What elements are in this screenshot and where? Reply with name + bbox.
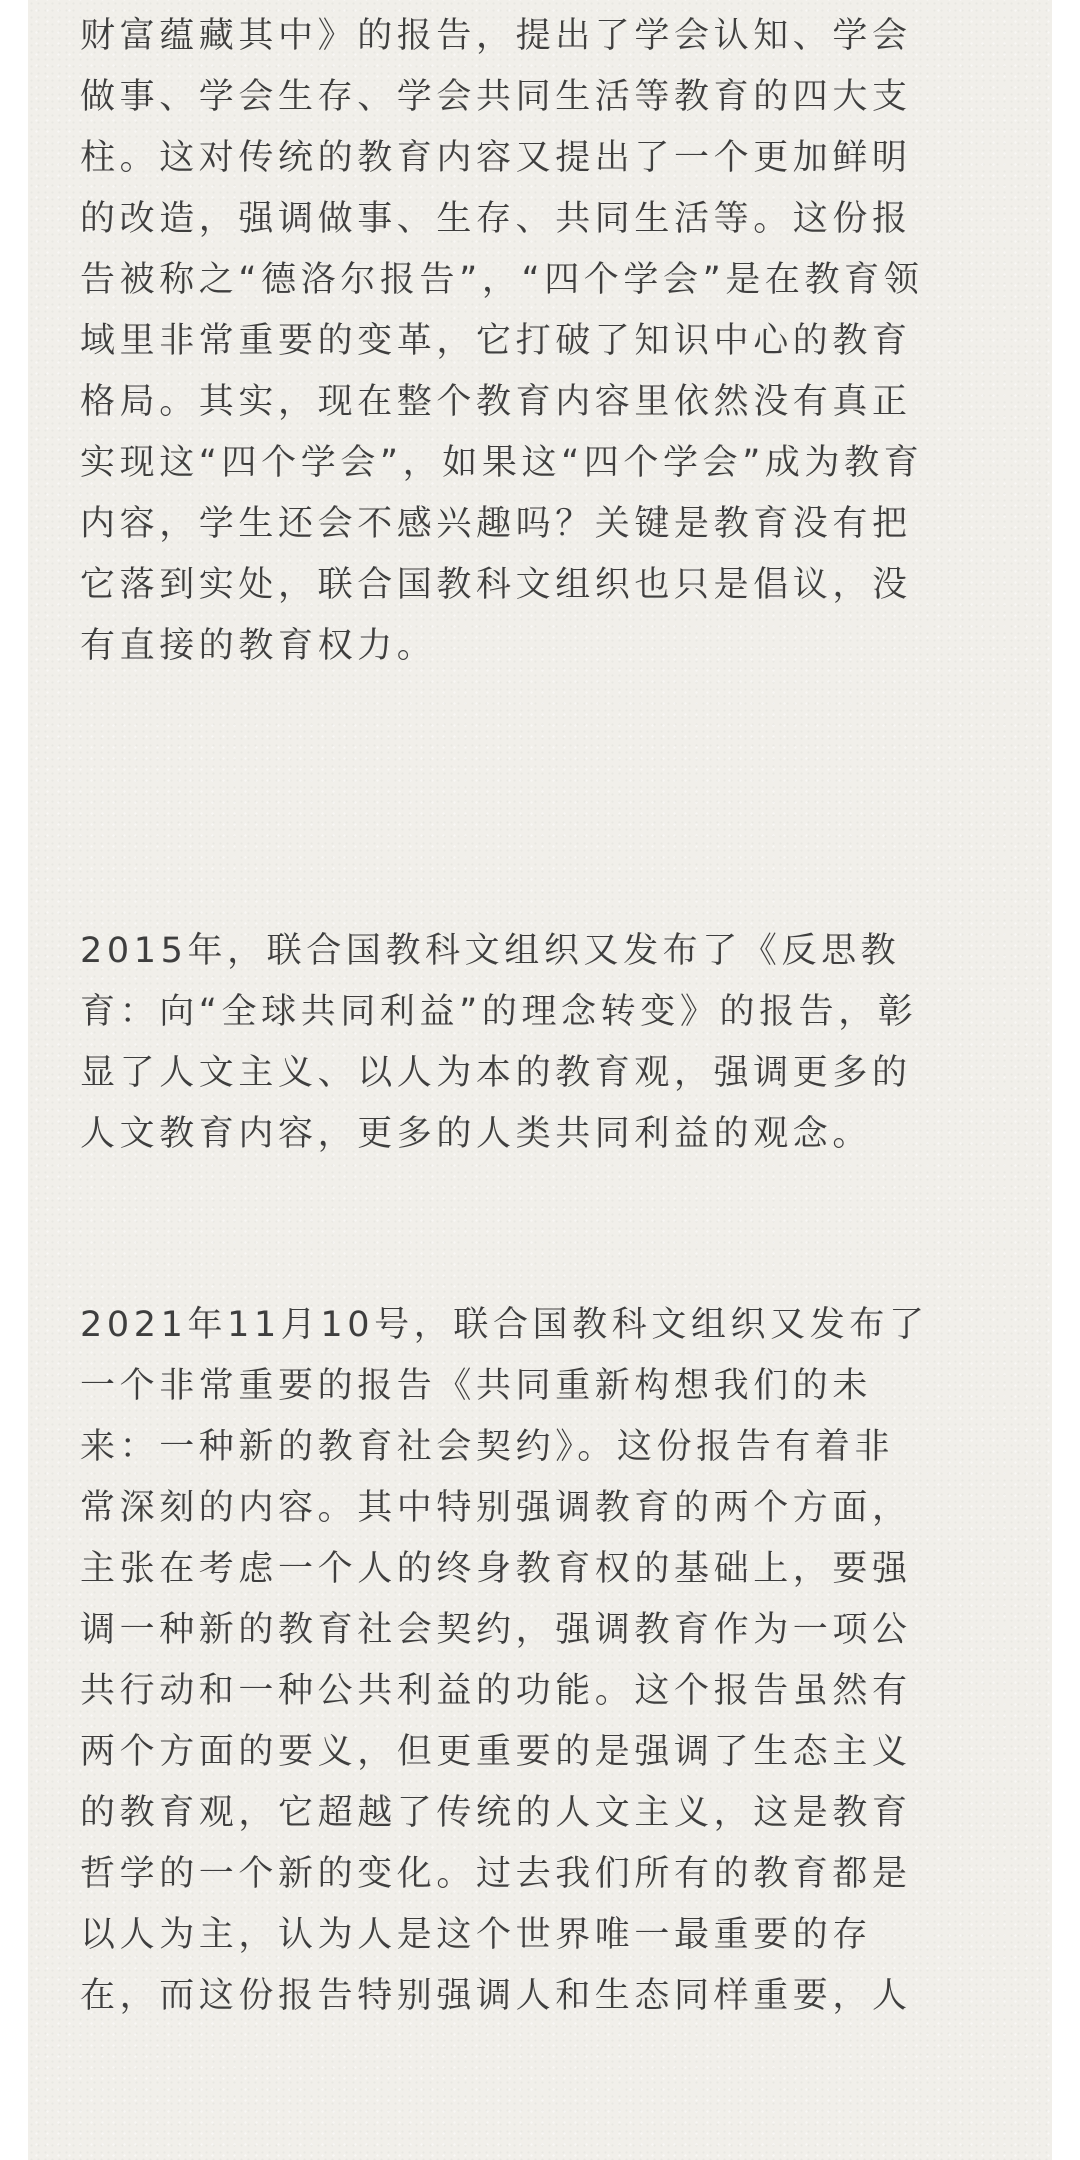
text-line: 哲学的一个新的变化。过去我们所有的教育都是 — [80, 1854, 912, 1894]
text-line: 的教育观，它超越了传统的人文主义，这是教育 — [80, 1793, 912, 1833]
text-line: 一个非常重要的报告《共同重新构想我们的未 — [80, 1366, 873, 1406]
text-line: 显了人文主义、以人为本的教育观，强调更多的 — [80, 1053, 912, 1093]
text-line: 育：向“全球共同利益”的理念转变》的报告，彰 — [80, 992, 918, 1032]
text-line: 共行动和一种公共利益的功能。这个报告虽然有 — [80, 1671, 912, 1711]
text-line: 它落到实处，联合国教科文组织也只是倡议，没 — [80, 565, 912, 605]
text-line: 两个方面的要义，但更重要的是强调了生态主义 — [80, 1732, 912, 1772]
text-line: 2015年，联合国教科文组织又发布了《反思教 — [80, 931, 901, 971]
text-line: 主张在考虑一个人的终身教育权的基础上，要强 — [80, 1549, 912, 1589]
paragraph-2 — [80, 921, 917, 1165]
paragraph-3 — [80, 1295, 929, 2027]
text-line: 调一种新的教育社会契约，强调教育作为一项公 — [80, 1610, 912, 1650]
text-line: 的改造，强调做事、生存、共同生活等。这份报 — [80, 199, 912, 239]
text-line: 告被称之“德洛尔报告”，“四个学会”是在教育领 — [80, 260, 924, 300]
text-line: 域里非常重要的变革，它打破了知识中心的教育 — [80, 321, 912, 361]
text-line: 2021年11月10号，联合国教科文组织又发布了 — [80, 1305, 929, 1345]
text-line: 实现这“四个学会”，如果这“四个学会”成为教育 — [80, 443, 924, 483]
text-line: 柱。这对传统的教育内容又提出了一个更加鲜明 — [80, 138, 912, 178]
text-line: 来：一种新的教育社会契约》。这份报告有着非 — [80, 1427, 895, 1467]
text-line: 格局。其实，现在整个教育内容里依然没有真正 — [80, 382, 912, 422]
text-line: 内容，学生还会不感兴趣吗？关键是教育没有把 — [80, 504, 912, 544]
text-line: 有直接的教育权力。 — [80, 626, 437, 666]
paragraph-1 — [80, 6, 923, 677]
text-line: 人文教育内容，更多的人类共同利益的观念。 — [80, 1114, 873, 1154]
text-line: 常深刻的内容。其中特别强调教育的两个方面， — [80, 1488, 912, 1528]
text-line: 在，而这份报告特别强调人和生态同样重要，人 — [80, 1976, 912, 2016]
text-line: 以人为主，认为人是这个世界唯一最重要的存 — [80, 1915, 873, 1955]
text-line: 财富蕴藏其中》的报告，提出了学会认知、学会 — [80, 16, 912, 56]
paper-background — [28, 0, 1052, 2160]
text-line: 做事、学会生存、学会共同生活等教育的四大支 — [80, 77, 912, 117]
